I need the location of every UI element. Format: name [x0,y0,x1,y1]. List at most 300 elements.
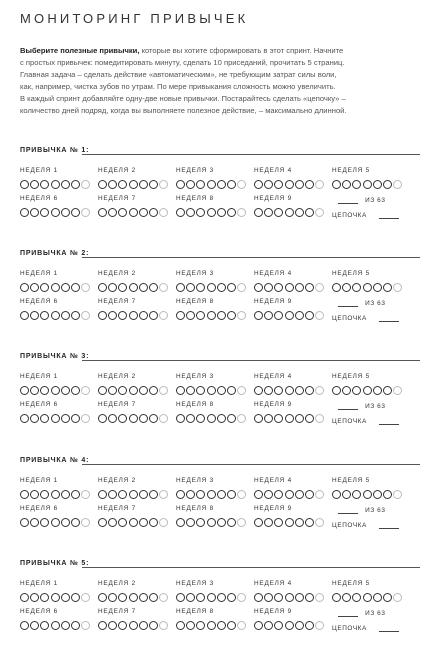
day-checkbox[interactable] [196,490,205,499]
day-checkbox[interactable] [108,593,117,602]
day-checkbox[interactable] [352,386,361,395]
day-checkbox[interactable] [217,593,226,602]
day-checkbox[interactable] [342,283,351,292]
day-checkbox[interactable] [315,490,324,499]
day-checkbox[interactable] [81,490,90,499]
day-checkbox[interactable] [61,180,70,189]
day-checkbox[interactable] [149,283,158,292]
day-checkbox[interactable] [81,518,90,527]
day-checkbox[interactable] [196,180,205,189]
chain-blank[interactable] [379,424,399,425]
day-checkbox[interactable] [40,490,49,499]
day-checkbox[interactable] [71,621,80,630]
day-checkbox[interactable] [20,593,29,602]
day-checkbox[interactable] [207,311,216,320]
day-checkbox[interactable] [295,593,304,602]
day-checkbox[interactable] [176,386,185,395]
day-checkbox[interactable] [98,311,107,320]
day-checkbox[interactable] [315,283,324,292]
day-checkbox[interactable] [254,518,263,527]
day-checkbox[interactable] [264,490,273,499]
day-checkbox[interactable] [342,490,351,499]
day-checkbox[interactable] [227,180,236,189]
day-checkbox[interactable] [305,180,314,189]
day-checkbox[interactable] [274,283,283,292]
day-checkbox[interactable] [274,414,283,423]
day-checkbox[interactable] [264,621,273,630]
day-checkbox[interactable] [98,518,107,527]
day-checkbox[interactable] [98,208,107,217]
day-checkbox[interactable] [139,490,148,499]
day-checkbox[interactable] [254,208,263,217]
day-checkbox[interactable] [295,386,304,395]
total-blank[interactable] [338,616,358,617]
day-checkbox[interactable] [196,386,205,395]
day-checkbox[interactable] [295,518,304,527]
day-checkbox[interactable] [227,283,236,292]
day-checkbox[interactable] [383,593,392,602]
day-checkbox[interactable] [71,311,80,320]
day-checkbox[interactable] [393,490,402,499]
day-checkbox[interactable] [139,621,148,630]
day-checkbox[interactable] [129,593,138,602]
day-checkbox[interactable] [254,180,263,189]
day-checkbox[interactable] [81,311,90,320]
day-checkbox[interactable] [51,311,60,320]
day-checkbox[interactable] [71,414,80,423]
total-blank[interactable] [338,203,358,204]
day-checkbox[interactable] [20,283,29,292]
day-checkbox[interactable] [61,593,70,602]
total-blank[interactable] [338,513,358,514]
day-checkbox[interactable] [186,518,195,527]
day-checkbox[interactable] [383,386,392,395]
day-checkbox[interactable] [129,208,138,217]
day-checkbox[interactable] [40,283,49,292]
day-checkbox[interactable] [118,311,127,320]
day-checkbox[interactable] [227,621,236,630]
day-checkbox[interactable] [129,180,138,189]
day-checkbox[interactable] [139,311,148,320]
day-checkbox[interactable] [237,621,246,630]
day-checkbox[interactable] [332,490,341,499]
day-checkbox[interactable] [363,283,372,292]
day-checkbox[interactable] [207,593,216,602]
day-checkbox[interactable] [108,490,117,499]
day-checkbox[interactable] [315,593,324,602]
day-checkbox[interactable] [237,311,246,320]
day-checkbox[interactable] [176,490,185,499]
day-checkbox[interactable] [61,518,70,527]
chain-blank[interactable] [379,321,399,322]
day-checkbox[interactable] [108,180,117,189]
day-checkbox[interactable] [352,180,361,189]
day-checkbox[interactable] [363,386,372,395]
day-checkbox[interactable] [393,593,402,602]
day-checkbox[interactable] [61,208,70,217]
day-checkbox[interactable] [51,414,60,423]
day-checkbox[interactable] [285,311,294,320]
day-checkbox[interactable] [139,208,148,217]
chain-blank[interactable] [379,528,399,529]
day-checkbox[interactable] [274,311,283,320]
day-checkbox[interactable] [217,621,226,630]
day-checkbox[interactable] [207,621,216,630]
day-checkbox[interactable] [363,180,372,189]
day-checkbox[interactable] [373,490,382,499]
day-checkbox[interactable] [61,490,70,499]
day-checkbox[interactable] [20,386,29,395]
day-checkbox[interactable] [149,311,158,320]
day-checkbox[interactable] [30,283,39,292]
day-checkbox[interactable] [196,593,205,602]
day-checkbox[interactable] [264,414,273,423]
day-checkbox[interactable] [71,283,80,292]
day-checkbox[interactable] [61,386,70,395]
day-checkbox[interactable] [373,593,382,602]
total-blank[interactable] [338,306,358,307]
day-checkbox[interactable] [315,386,324,395]
day-checkbox[interactable] [159,621,168,630]
day-checkbox[interactable] [305,593,314,602]
day-checkbox[interactable] [159,208,168,217]
day-checkbox[interactable] [81,208,90,217]
day-checkbox[interactable] [159,593,168,602]
day-checkbox[interactable] [332,283,341,292]
day-checkbox[interactable] [139,518,148,527]
chain-blank[interactable] [379,218,399,219]
day-checkbox[interactable] [342,180,351,189]
day-checkbox[interactable] [217,414,226,423]
day-checkbox[interactable] [237,490,246,499]
day-checkbox[interactable] [237,208,246,217]
day-checkbox[interactable] [274,208,283,217]
day-checkbox[interactable] [315,621,324,630]
day-checkbox[interactable] [118,593,127,602]
day-checkbox[interactable] [207,518,216,527]
day-checkbox[interactable] [217,311,226,320]
day-checkbox[interactable] [373,283,382,292]
day-checkbox[interactable] [254,311,263,320]
day-checkbox[interactable] [237,414,246,423]
day-checkbox[interactable] [393,283,402,292]
day-checkbox[interactable] [237,593,246,602]
habit-name-line[interactable] [82,154,420,155]
habit-name-line[interactable] [82,464,420,465]
day-checkbox[interactable] [40,208,49,217]
day-checkbox[interactable] [98,283,107,292]
day-checkbox[interactable] [81,180,90,189]
day-checkbox[interactable] [305,414,314,423]
day-checkbox[interactable] [196,621,205,630]
day-checkbox[interactable] [217,283,226,292]
day-checkbox[interactable] [71,593,80,602]
day-checkbox[interactable] [40,621,49,630]
day-checkbox[interactable] [264,311,273,320]
day-checkbox[interactable] [254,386,263,395]
day-checkbox[interactable] [81,593,90,602]
day-checkbox[interactable] [217,518,226,527]
day-checkbox[interactable] [342,386,351,395]
day-checkbox[interactable] [207,490,216,499]
day-checkbox[interactable] [176,208,185,217]
day-checkbox[interactable] [295,208,304,217]
day-checkbox[interactable] [363,490,372,499]
day-checkbox[interactable] [186,208,195,217]
day-checkbox[interactable] [98,180,107,189]
day-checkbox[interactable] [71,490,80,499]
day-checkbox[interactable] [186,311,195,320]
day-checkbox[interactable] [254,490,263,499]
day-checkbox[interactable] [149,518,158,527]
day-checkbox[interactable] [285,386,294,395]
day-checkbox[interactable] [285,208,294,217]
day-checkbox[interactable] [274,490,283,499]
day-checkbox[interactable] [20,208,29,217]
day-checkbox[interactable] [118,621,127,630]
day-checkbox[interactable] [129,518,138,527]
day-checkbox[interactable] [217,180,226,189]
day-checkbox[interactable] [393,180,402,189]
day-checkbox[interactable] [108,518,117,527]
day-checkbox[interactable] [186,414,195,423]
day-checkbox[interactable] [139,283,148,292]
day-checkbox[interactable] [129,490,138,499]
day-checkbox[interactable] [373,180,382,189]
day-checkbox[interactable] [51,180,60,189]
day-checkbox[interactable] [254,283,263,292]
day-checkbox[interactable] [30,311,39,320]
day-checkbox[interactable] [176,180,185,189]
day-checkbox[interactable] [149,621,158,630]
day-checkbox[interactable] [332,386,341,395]
day-checkbox[interactable] [383,490,392,499]
day-checkbox[interactable] [305,311,314,320]
day-checkbox[interactable] [149,593,158,602]
day-checkbox[interactable] [98,386,107,395]
day-checkbox[interactable] [217,490,226,499]
day-checkbox[interactable] [237,518,246,527]
day-checkbox[interactable] [139,180,148,189]
day-checkbox[interactable] [30,386,39,395]
day-checkbox[interactable] [159,490,168,499]
day-checkbox[interactable] [30,621,39,630]
day-checkbox[interactable] [227,490,236,499]
day-checkbox[interactable] [51,518,60,527]
day-checkbox[interactable] [342,593,351,602]
day-checkbox[interactable] [305,518,314,527]
day-checkbox[interactable] [315,414,324,423]
day-checkbox[interactable] [186,386,195,395]
day-checkbox[interactable] [51,283,60,292]
day-checkbox[interactable] [20,311,29,320]
day-checkbox[interactable] [274,386,283,395]
day-checkbox[interactable] [71,386,80,395]
day-checkbox[interactable] [108,208,117,217]
day-checkbox[interactable] [118,518,127,527]
day-checkbox[interactable] [40,414,49,423]
day-checkbox[interactable] [108,414,117,423]
day-checkbox[interactable] [51,593,60,602]
day-checkbox[interactable] [363,593,372,602]
day-checkbox[interactable] [149,386,158,395]
day-checkbox[interactable] [186,283,195,292]
day-checkbox[interactable] [285,518,294,527]
day-checkbox[interactable] [264,386,273,395]
day-checkbox[interactable] [186,621,195,630]
day-checkbox[interactable] [285,490,294,499]
day-checkbox[interactable] [176,414,185,423]
day-checkbox[interactable] [159,518,168,527]
day-checkbox[interactable] [264,208,273,217]
day-checkbox[interactable] [305,208,314,217]
day-checkbox[interactable] [159,414,168,423]
day-checkbox[interactable] [40,311,49,320]
day-checkbox[interactable] [129,414,138,423]
day-checkbox[interactable] [227,414,236,423]
day-checkbox[interactable] [149,490,158,499]
day-checkbox[interactable] [207,180,216,189]
day-checkbox[interactable] [254,593,263,602]
day-checkbox[interactable] [51,386,60,395]
day-checkbox[interactable] [149,180,158,189]
day-checkbox[interactable] [129,386,138,395]
day-checkbox[interactable] [196,283,205,292]
day-checkbox[interactable] [61,621,70,630]
day-checkbox[interactable] [176,621,185,630]
day-checkbox[interactable] [227,386,236,395]
day-checkbox[interactable] [315,311,324,320]
day-checkbox[interactable] [20,621,29,630]
day-checkbox[interactable] [159,311,168,320]
day-checkbox[interactable] [129,283,138,292]
day-checkbox[interactable] [40,180,49,189]
habit-name-line[interactable] [82,360,420,361]
day-checkbox[interactable] [207,386,216,395]
day-checkbox[interactable] [264,518,273,527]
day-checkbox[interactable] [264,283,273,292]
day-checkbox[interactable] [207,208,216,217]
day-checkbox[interactable] [30,208,39,217]
day-checkbox[interactable] [295,180,304,189]
day-checkbox[interactable] [20,490,29,499]
day-checkbox[interactable] [129,311,138,320]
day-checkbox[interactable] [30,593,39,602]
day-checkbox[interactable] [352,593,361,602]
day-checkbox[interactable] [176,518,185,527]
day-checkbox[interactable] [159,180,168,189]
day-checkbox[interactable] [315,208,324,217]
day-checkbox[interactable] [352,490,361,499]
day-checkbox[interactable] [285,621,294,630]
day-checkbox[interactable] [176,593,185,602]
day-checkbox[interactable] [20,414,29,423]
chain-blank[interactable] [379,631,399,632]
day-checkbox[interactable] [217,208,226,217]
day-checkbox[interactable] [108,386,117,395]
day-checkbox[interactable] [61,311,70,320]
day-checkbox[interactable] [118,283,127,292]
day-checkbox[interactable] [285,180,294,189]
day-checkbox[interactable] [237,180,246,189]
day-checkbox[interactable] [295,621,304,630]
day-checkbox[interactable] [332,593,341,602]
day-checkbox[interactable] [51,208,60,217]
day-checkbox[interactable] [40,593,49,602]
day-checkbox[interactable] [159,283,168,292]
day-checkbox[interactable] [129,621,138,630]
habit-name-line[interactable] [82,567,420,568]
day-checkbox[interactable] [274,518,283,527]
day-checkbox[interactable] [40,386,49,395]
day-checkbox[interactable] [61,414,70,423]
day-checkbox[interactable] [139,386,148,395]
day-checkbox[interactable] [186,180,195,189]
day-checkbox[interactable] [176,311,185,320]
day-checkbox[interactable] [295,283,304,292]
day-checkbox[interactable] [20,180,29,189]
day-checkbox[interactable] [176,283,185,292]
day-checkbox[interactable] [393,386,402,395]
day-checkbox[interactable] [186,593,195,602]
day-checkbox[interactable] [98,621,107,630]
day-checkbox[interactable] [207,414,216,423]
day-checkbox[interactable] [98,490,107,499]
day-checkbox[interactable] [81,283,90,292]
day-checkbox[interactable] [118,414,127,423]
day-checkbox[interactable] [285,414,294,423]
day-checkbox[interactable] [315,180,324,189]
day-checkbox[interactable] [71,518,80,527]
day-checkbox[interactable] [40,518,49,527]
day-checkbox[interactable] [254,414,263,423]
day-checkbox[interactable] [264,593,273,602]
day-checkbox[interactable] [305,621,314,630]
day-checkbox[interactable] [315,518,324,527]
day-checkbox[interactable] [30,490,39,499]
day-checkbox[interactable] [274,180,283,189]
day-checkbox[interactable] [295,414,304,423]
day-checkbox[interactable] [383,180,392,189]
day-checkbox[interactable] [196,518,205,527]
day-checkbox[interactable] [81,386,90,395]
day-checkbox[interactable] [352,283,361,292]
day-checkbox[interactable] [264,180,273,189]
habit-name-line[interactable] [82,257,420,258]
day-checkbox[interactable] [71,180,80,189]
day-checkbox[interactable] [332,180,341,189]
day-checkbox[interactable] [30,414,39,423]
day-checkbox[interactable] [305,386,314,395]
day-checkbox[interactable] [98,414,107,423]
day-checkbox[interactable] [227,518,236,527]
total-blank[interactable] [338,409,358,410]
day-checkbox[interactable] [51,490,60,499]
day-checkbox[interactable] [207,283,216,292]
day-checkbox[interactable] [71,208,80,217]
day-checkbox[interactable] [149,208,158,217]
day-checkbox[interactable] [139,593,148,602]
day-checkbox[interactable] [108,621,117,630]
day-checkbox[interactable] [81,414,90,423]
day-checkbox[interactable] [274,593,283,602]
day-checkbox[interactable] [139,414,148,423]
day-checkbox[interactable] [217,386,226,395]
day-checkbox[interactable] [108,283,117,292]
day-checkbox[interactable] [118,180,127,189]
day-checkbox[interactable] [254,621,263,630]
day-checkbox[interactable] [285,593,294,602]
